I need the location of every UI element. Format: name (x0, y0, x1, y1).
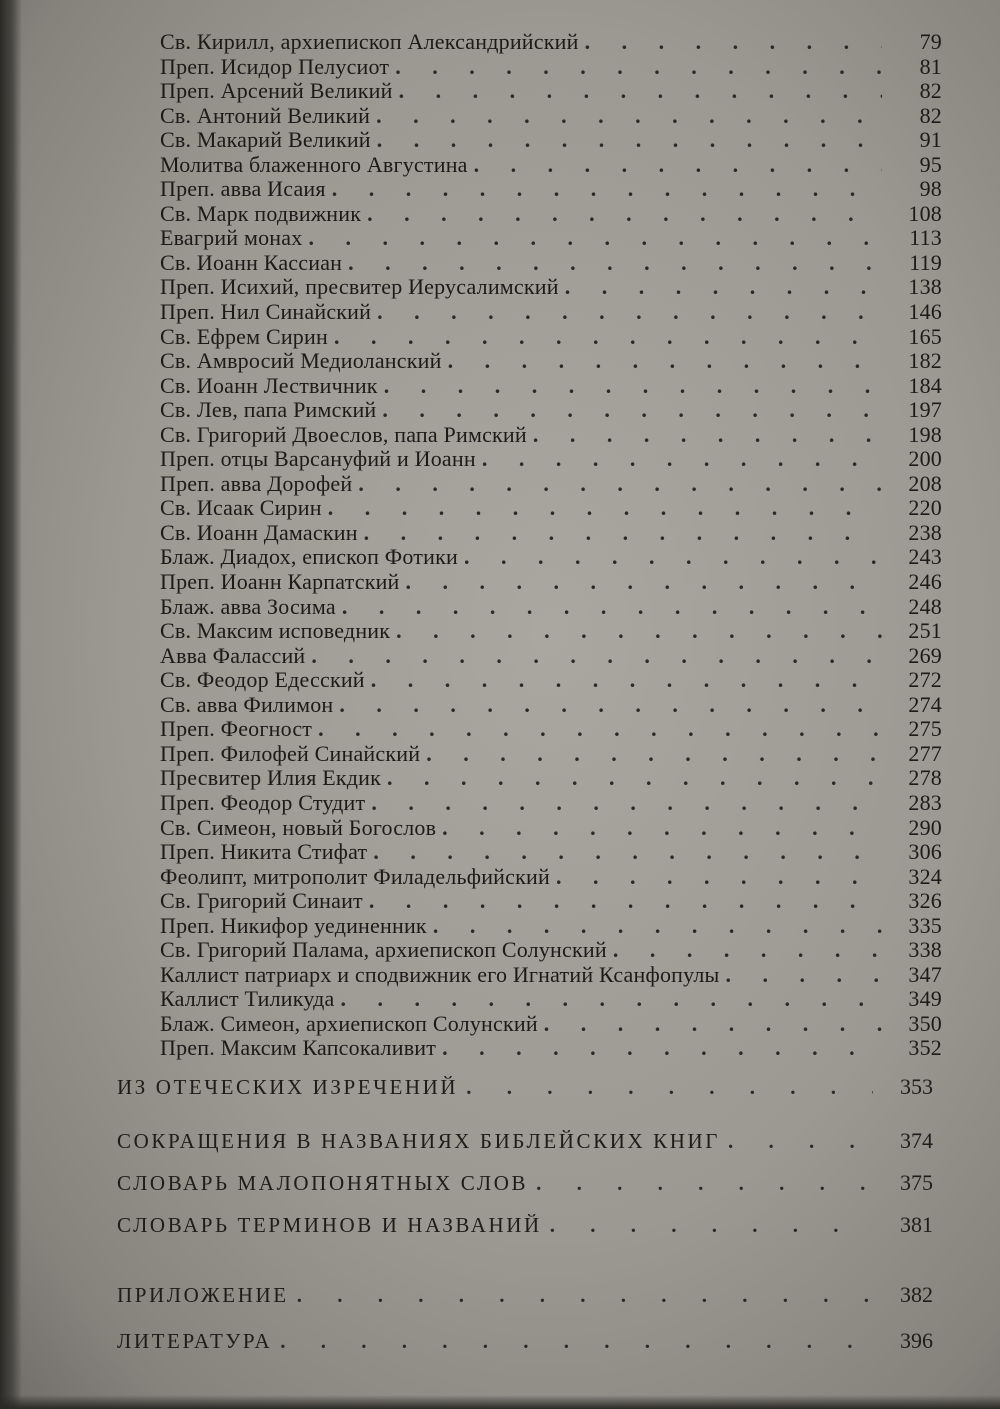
toc-entry (160, 79, 942, 104)
toc-entry (160, 619, 942, 644)
dot-leader (377, 300, 882, 324)
dot-leader (442, 816, 882, 840)
toc-entry-page-number: 82 (919, 78, 942, 104)
toc-entry-title: Каллист Тиликуда (160, 986, 335, 1012)
toc-entry (160, 693, 942, 718)
toc-entry-page-number: 165 (908, 323, 942, 349)
dot-leader (399, 79, 882, 103)
toc-entry-title: Преп. Максим Капсокаливит (160, 1035, 437, 1061)
toc-entry-page-number: 326 (908, 888, 942, 914)
toc-entry-title: Св. авва Филимон (160, 691, 334, 717)
toc-entry (160, 840, 942, 865)
section-heading-title: СЛОВАРЬ МАЛОПОНЯТНЫХ СЛОВ (117, 1171, 529, 1195)
dot-leader (384, 374, 882, 398)
dot-leader (382, 398, 882, 422)
toc-entry-page-number: 82 (919, 102, 942, 128)
toc-entry-page-number: 238 (908, 519, 942, 545)
toc-entry-title: Преп. авва Исаия (160, 176, 326, 202)
toc-entry-page-number: 200 (908, 446, 942, 472)
toc-entry-title: Молитва блаженного Августина (160, 151, 468, 177)
toc-entry (160, 202, 942, 227)
section-page-number: 374 (900, 1128, 933, 1153)
dot-leader (482, 447, 882, 471)
table-of-contents (160, 30, 942, 1061)
toc-entry-page-number: 91 (919, 127, 942, 153)
section-heading (117, 1212, 933, 1238)
toc-entry-page-number: 306 (908, 839, 942, 865)
section-heading (117, 1328, 933, 1354)
dot-leader (308, 226, 882, 250)
toc-entry-page-number: 108 (908, 200, 942, 226)
toc-entry (160, 251, 942, 276)
toc-entry (160, 766, 942, 791)
toc-entry-page-number: 198 (908, 421, 942, 447)
dot-leader (565, 275, 882, 299)
section-heading-title: СОКРАЩЕНИЯ В НАЗВАНИЯХ БИБЛЕЙСКИХ КНИГ (117, 1129, 720, 1153)
dot-leader (406, 570, 882, 594)
section-page-number: 381 (900, 1212, 933, 1237)
toc-entry-page-number: 275 (908, 716, 942, 742)
toc-entry-title: Блаж. авва Зосима (160, 593, 336, 619)
toc-entry (160, 889, 942, 914)
dot-leader (342, 595, 882, 619)
toc-entry (160, 865, 942, 890)
toc-entry (160, 545, 942, 570)
dot-leader (364, 521, 882, 545)
toc-entry-title: Блаж. Диадох, епископ Фотики (160, 544, 458, 570)
toc-entry (160, 374, 942, 399)
section-heading-title: ПРИЛОЖЕНИЕ (117, 1283, 289, 1307)
toc-entry-page-number: 335 (908, 912, 942, 938)
toc-entry-title: Св. Ефрем Сирин (160, 323, 328, 349)
dot-leader (556, 865, 882, 889)
toc-entry-page-number: 197 (908, 397, 942, 423)
dot-leader (474, 153, 882, 177)
toc-entry-title: Феолипт, митрополит Филадельфийский (160, 863, 550, 889)
dot-leader (726, 963, 882, 987)
dot-leader (341, 987, 882, 1011)
toc-entry-title: Св. Григорий Синаит (160, 888, 363, 914)
toc-entry-page-number: 208 (908, 470, 942, 496)
toc-entry-page-number: 274 (908, 691, 942, 717)
toc-entry-title: Св. Лев, папа Римский (160, 397, 377, 423)
toc-entry-page-number: 277 (908, 740, 942, 766)
toc-entry (160, 570, 942, 595)
dot-leader (280, 1328, 873, 1354)
toc-entry (160, 104, 942, 129)
toc-entry (160, 914, 942, 939)
toc-entry-page-number: 269 (908, 642, 942, 668)
toc-entry-title: Св. Иоанн Лествичник (160, 372, 378, 398)
toc-entry-title: Преп. Феодор Студит (160, 789, 366, 815)
toc-entry-page-number: 246 (908, 569, 942, 595)
toc-entry-page-number: 119 (909, 249, 942, 275)
toc-entry (160, 791, 942, 816)
toc-entry-title: Св. Иоанн Дамаскин (160, 519, 358, 545)
toc-entry-title: Св. Григорий Палама, архиепископ Солунский (160, 937, 607, 963)
toc-entry-page-number: 338 (908, 937, 942, 963)
toc-entry-title: Пресвитер Илия Екдик (160, 765, 382, 791)
toc-entry-page-number: 350 (908, 1010, 942, 1036)
dot-leader (387, 766, 882, 790)
toc-entry-title: Преп. Исихий, пресвитер Иерусалимский (160, 274, 559, 300)
section-page-number: 375 (900, 1170, 933, 1195)
section-page-number: 382 (900, 1282, 933, 1307)
section-heading-title: СЛОВАРЬ ТЕРМИНОВ И НАЗВАНИЙ (117, 1213, 542, 1237)
toc-entry-title: Преп. Исидор Пелусиот (160, 53, 390, 79)
toc-entry-title: Преп. Нил Синайский (160, 299, 372, 325)
dot-leader (728, 1128, 873, 1154)
dot-leader (613, 938, 882, 962)
toc-entry-page-number: 347 (908, 961, 942, 987)
dot-leader (358, 472, 882, 496)
toc-entry-title: Св. Кирилл, архиепископ Александрийский (160, 29, 579, 54)
dot-leader (464, 545, 882, 569)
toc-entry-page-number: 352 (908, 1035, 942, 1061)
section-heading (117, 1282, 933, 1308)
section-heading (117, 1170, 933, 1196)
dot-leader (297, 1282, 873, 1308)
dot-leader (377, 128, 882, 152)
toc-entry-title: Преп. Феогност (160, 716, 313, 742)
toc-entry-page-number: 272 (908, 667, 942, 693)
toc-entry (160, 349, 942, 374)
section-page-number: 353 (900, 1074, 933, 1099)
dot-leader (371, 668, 882, 692)
toc-entry (160, 275, 942, 300)
dot-leader (544, 1012, 882, 1036)
section-heading-title: ЛИТЕРАТУРА (117, 1329, 273, 1353)
toc-entry-page-number: 138 (908, 274, 942, 300)
toc-entry-title: Блаж. Симеон, архиепископ Солунский (160, 1010, 538, 1036)
dot-leader (396, 619, 882, 643)
dot-leader (367, 202, 882, 226)
toc-entry (160, 1036, 942, 1061)
section-heading (117, 1074, 933, 1100)
dot-leader (369, 889, 882, 913)
dot-leader (373, 840, 882, 864)
toc-entry-page-number: 248 (908, 593, 942, 619)
toc-entry (160, 717, 942, 742)
dot-leader (533, 423, 882, 447)
dot-leader (318, 717, 882, 741)
dot-leader (466, 1074, 873, 1100)
toc-entry-page-number: 251 (908, 618, 942, 644)
toc-entry-title: Преп. Иоанн Карпатский (160, 569, 400, 595)
toc-entry-page-number: 324 (908, 863, 942, 889)
dot-leader (371, 791, 882, 815)
toc-entry (160, 325, 942, 350)
toc-entry (160, 300, 942, 325)
toc-entry-title: Св. Амвросий Медиоланский (160, 348, 442, 374)
toc-entry-page-number: 349 (908, 986, 942, 1012)
toc-entry (160, 55, 942, 80)
toc-entry (160, 496, 942, 521)
toc-entry (160, 128, 942, 153)
toc-entry (160, 226, 942, 251)
toc-entry-page-number: 79 (919, 29, 942, 54)
dot-leader (585, 30, 882, 54)
dot-leader (334, 325, 882, 349)
toc-entry-page-number: 146 (908, 299, 942, 325)
toc-entry-title: Преп. Филофей Синайский (160, 740, 421, 766)
toc-entry (160, 644, 942, 669)
page-binding-shadow (0, 0, 22, 1409)
dot-leader (311, 644, 882, 668)
toc-entry-title: Св. Антоний Великий (160, 102, 371, 128)
dot-leader (332, 177, 882, 201)
dot-leader (395, 55, 882, 79)
toc-entry (160, 938, 942, 963)
dot-leader (328, 496, 882, 520)
toc-entry-title: Преп. Никита Стифат (160, 839, 368, 865)
toc-entry (160, 1012, 942, 1037)
section-page-number: 396 (900, 1328, 933, 1353)
toc-entry-title: Св. Максим исповедник (160, 618, 391, 644)
toc-entry (160, 668, 942, 693)
dot-leader (348, 251, 882, 275)
toc-entry-title: Св. Исаак Сирин (160, 495, 322, 521)
dot-leader (433, 914, 882, 938)
toc-entry (160, 30, 942, 55)
toc-entry-title: Преп. Никифор уединенник (160, 912, 427, 938)
toc-entry-title: Св. Марк подвижник (160, 200, 362, 226)
toc-entry (160, 447, 942, 472)
toc-entry (160, 472, 942, 497)
toc-entry-page-number: 184 (908, 372, 942, 398)
toc-entry (160, 742, 942, 767)
dot-leader (536, 1170, 873, 1196)
toc-entry-title: Преп. Арсений Великий (160, 78, 393, 104)
toc-entry-page-number: 278 (908, 765, 942, 791)
toc-entry-title: Евагрий монах (160, 225, 303, 251)
toc-entry-title: Св. Григорий Двоеслов, папа Римский (160, 421, 527, 447)
dot-leader (339, 693, 882, 717)
toc-entry-title: Св. Симеон, новый Богослов (160, 814, 437, 840)
page-bottom-shadow (0, 1395, 1000, 1409)
toc-entry (160, 987, 942, 1012)
toc-entry (160, 398, 942, 423)
toc-entry (160, 177, 942, 202)
toc-entry (160, 521, 942, 546)
dot-leader (442, 1036, 882, 1060)
toc-entry-page-number: 98 (919, 176, 942, 202)
toc-entry-title: Преп. авва Дорофей (160, 470, 353, 496)
toc-entry (160, 963, 942, 988)
toc-entry (160, 816, 942, 841)
dot-leader (550, 1212, 873, 1238)
toc-entry-title: Каллист патриарх и сподвижник его Игнатий Ксанфопулы (160, 961, 720, 987)
toc-entry-page-number: 290 (908, 814, 942, 840)
toc-entry-page-number: 113 (909, 225, 942, 251)
toc-entry-page-number: 81 (919, 53, 942, 79)
section-heading-title: ИЗ ОТЕЧЕСКИХ ИЗРЕЧЕНИЙ (117, 1075, 459, 1099)
toc-entry-page-number: 182 (908, 348, 942, 374)
toc-entry-title: Св. Феодор Едесский (160, 667, 365, 693)
toc-entry-title: Св. Иоанн Кассиан (160, 249, 343, 275)
toc-entry-title: Св. Макарий Великий (160, 127, 371, 153)
toc-entry-page-number: 95 (919, 151, 942, 177)
toc-entry-title: Преп. отцы Варсануфий и Иоанн (160, 446, 476, 472)
dot-leader (448, 349, 882, 373)
toc-entry-page-number: 243 (908, 544, 942, 570)
dot-leader (376, 104, 882, 128)
toc-entry (160, 423, 942, 448)
toc-entry (160, 595, 942, 620)
toc-entry-title: Авва Фалассий (160, 642, 306, 668)
section-heading (117, 1128, 933, 1154)
toc-entry-page-number: 220 (908, 495, 942, 521)
toc-entry (160, 153, 942, 178)
toc-entry-page-number: 283 (908, 789, 942, 815)
dot-leader (426, 742, 882, 766)
